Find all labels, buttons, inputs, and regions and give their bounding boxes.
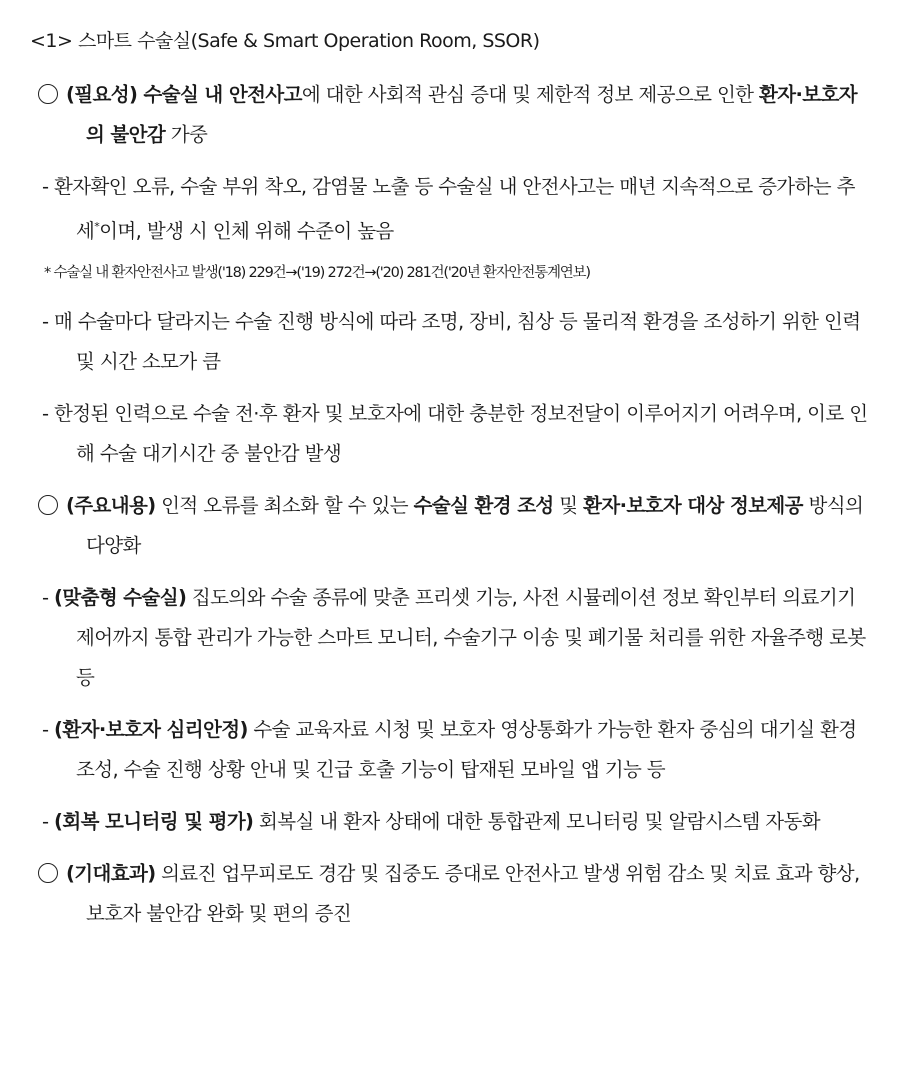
text-segment: 방식의 다양화 — [86, 493, 864, 557]
text-segment: - 매 수술마다 달라지는 수술 진행 방식에 따라 조명, 장비, 침상 등 물리적 환경을 조성하기 위한 인력 및 시간 소모가 큼 — [42, 309, 861, 373]
bold-text: (회복 모니터링 및 평가) — [54, 809, 254, 833]
text-segment: 집도의와 수술 종류에 맞춘 프리셋 기능, 사전 시뮬레이션 정보 확인부터 의료기기 제어까지 통합 관리가 가능한 스마트 모니터, 수술기구 이송 및 폐기물 처리를 위한 자율주행 로봇 등 — [76, 585, 866, 689]
footnote — [30, 260, 870, 286]
sub-item — [30, 802, 870, 842]
bold-text: (환자·보호자 심리안정) — [54, 717, 248, 741]
section-title: <1> 스마트 수술실(Safe & Smart Operation Room, SSOR) — [30, 30, 540, 52]
text-segment: * — [94, 220, 100, 233]
bold-text: 환자·보호자 대상 정보제공 — [583, 493, 803, 517]
bold-text: 수술실 내 안전사고 — [143, 83, 302, 106]
text-segment: - 한정된 인력으로 수술 전·후 환자 및 보호자에 대한 충분한 정보전달이 이루어지기 어려우며, 이로 인해 수술 대기시간 중 불안감 발생 — [42, 401, 868, 465]
bold-text: (맞춤형 수술실) — [54, 585, 187, 609]
sub-item — [30, 167, 870, 252]
text-segment: 가중 — [165, 123, 208, 146]
circle-bullet-icon — [38, 495, 58, 515]
bullet-paragraph — [30, 75, 870, 155]
bullet-paragraph — [30, 486, 870, 566]
document-body — [30, 75, 870, 934]
bold-text: 수술실 환경 조성 — [413, 493, 554, 517]
text-segment: 의료진 업무피로도 경감 및 집중도 증대로 안전사고 발생 위험 감소 및 치료 효과 향상, 보호자 불안감 완화 및 편의 증진 — [86, 861, 860, 925]
sub-item — [30, 710, 870, 790]
text-segment: - — [42, 717, 55, 741]
bold-text: (기대효과) — [66, 861, 156, 885]
sub-item — [30, 578, 870, 698]
text-segment: 및 — [553, 493, 584, 517]
text-segment: * 수술실 내 환자안전사고 발생('18) 229건→('19) 272건→('20) 281건('20년 환자안전통계연보) — [44, 264, 590, 281]
bold-text: 환자·보호자의 불안감 — [86, 83, 858, 146]
bold-text: (주요내용) — [66, 493, 156, 517]
text-segment: 에 대한 사회적 관심 증대 및 제한적 정보 제공으로 인한 — [301, 83, 760, 106]
text-segment: - 환자확인 오류, 수술 부위 착오, 감염물 노출 등 수술실 내 안전사고는 매년 지속적으로 증가하는 추세 — [42, 175, 855, 243]
circle-bullet-icon — [38, 863, 58, 883]
text-segment: 이며, 발생 시 인체 위해 수준이 높음 — [99, 219, 394, 243]
bullet-paragraph — [30, 854, 870, 934]
sub-item — [30, 394, 870, 474]
text-segment: 수술 교육자료 시청 및 보호자 영상통화가 가능한 환자 중심의 대기실 환경 조성, 수술 진행 상황 안내 및 긴급 호출 기능이 탑재된 모바일 앱 기능 등 — [76, 717, 857, 781]
text-segment: 회복실 내 환자 상태에 대한 통합관제 모니터링 및 알람시스템 자동화 — [253, 809, 820, 833]
circle-bullet-icon — [38, 84, 58, 104]
text-segment: - — [42, 585, 55, 609]
text-segment: - — [42, 809, 55, 833]
bold-text: (필요성) — [66, 83, 144, 106]
sub-item — [30, 302, 870, 382]
text-segment: 인적 오류를 최소화 할 수 있는 — [155, 493, 414, 517]
